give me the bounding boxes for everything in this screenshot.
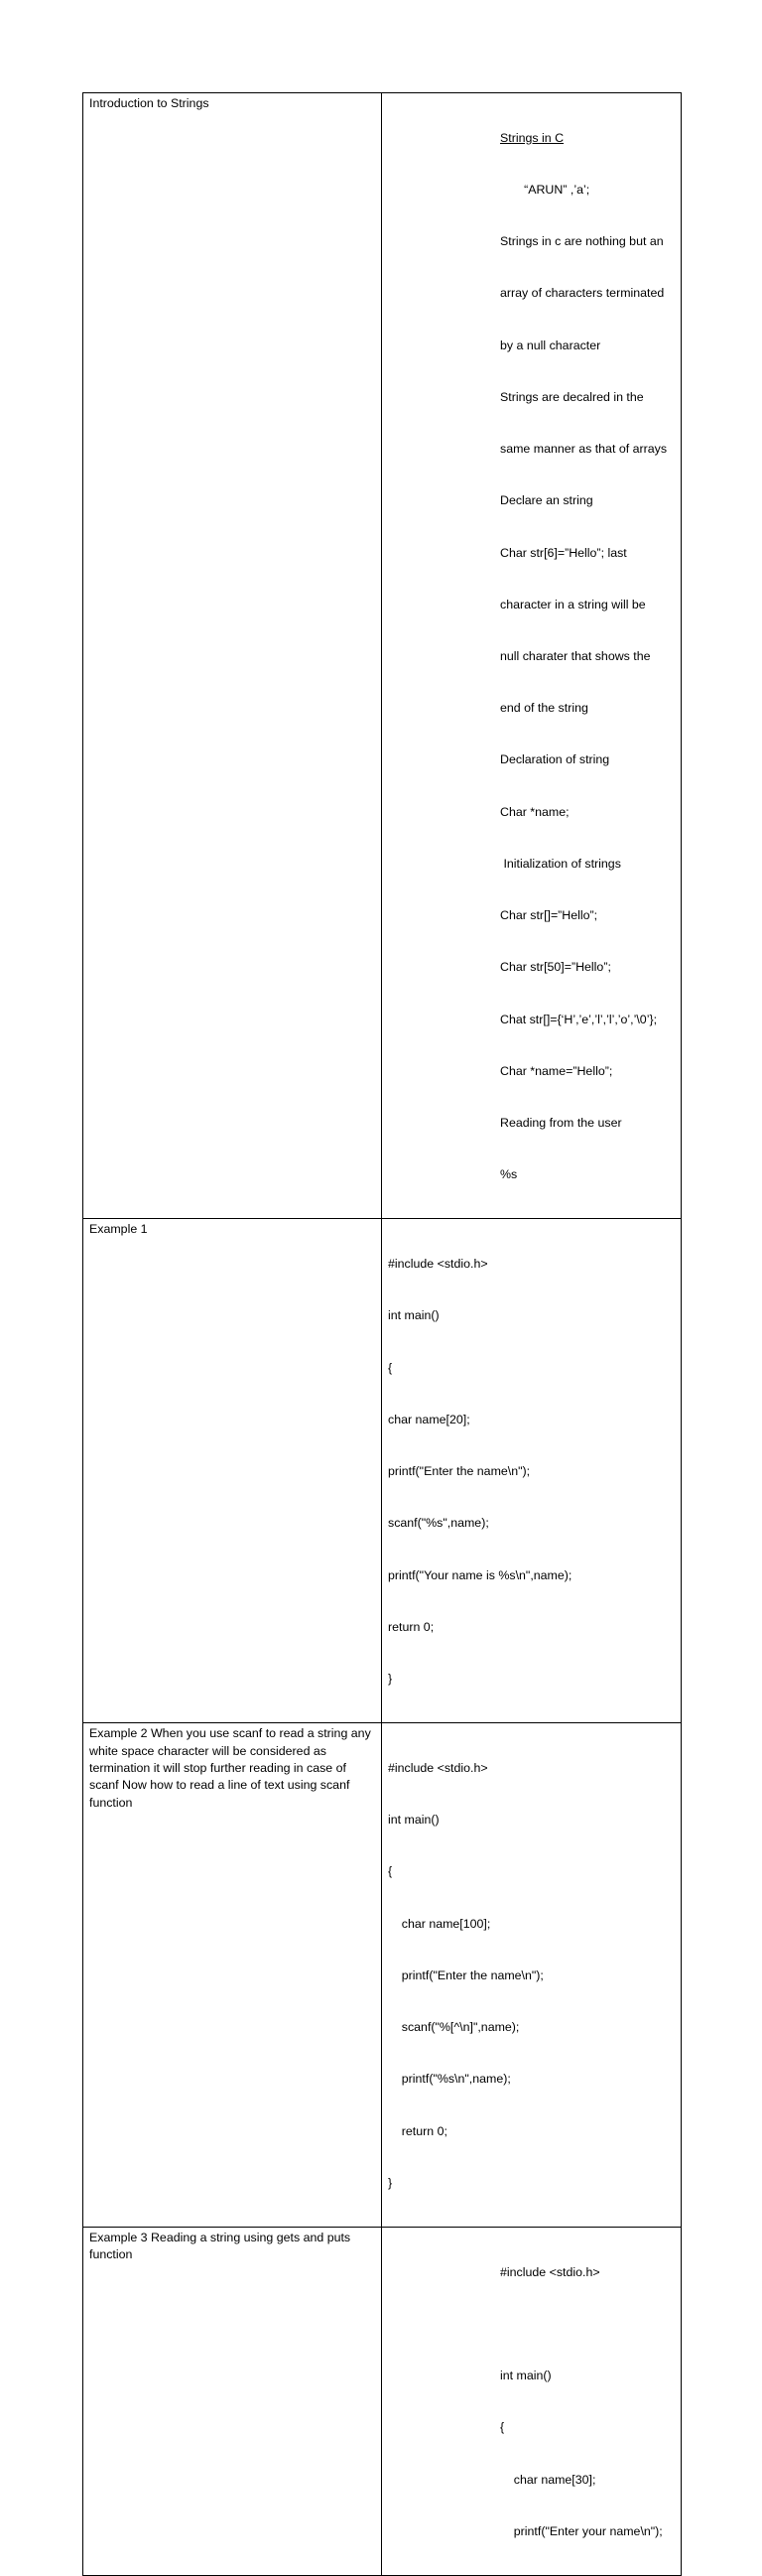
topic-cell bbox=[83, 93, 382, 1219]
code-line: return 0; bbox=[388, 1619, 435, 1634]
code-line bbox=[500, 2316, 675, 2333]
note-line: Declare an string bbox=[500, 493, 593, 508]
code-line: { bbox=[388, 1864, 393, 1879]
table-row bbox=[83, 1723, 682, 2228]
table-row bbox=[83, 1219, 682, 1723]
topic-label: Example 2 When you use scanf to read a string any white space character will be considered as termination it will stop further reading in case of scanf Now how to read a line of text using scanf function bbox=[89, 1726, 371, 1810]
note-line: %s bbox=[500, 1167, 518, 1182]
code-block bbox=[382, 2228, 681, 2575]
note-line: Reading from the user bbox=[500, 1115, 622, 1130]
content-cell bbox=[382, 93, 682, 1219]
note-line: by a null character bbox=[500, 338, 601, 352]
code-line: #include <stdio.h> bbox=[388, 1761, 488, 1775]
code-line: printf("Your name is %s\n",name); bbox=[388, 1567, 572, 1582]
topic-cell bbox=[83, 1219, 382, 1723]
note-line: Char *name=”Hello”; bbox=[500, 1063, 613, 1078]
note-line: Declaration of string bbox=[500, 752, 610, 767]
code-line: { bbox=[388, 1360, 393, 1375]
code-line: char name[100]; bbox=[388, 1916, 491, 1931]
code-line: printf("%s\n",name); bbox=[388, 2072, 511, 2087]
note-line: Chat str[]={‘H’,’e’,’l’,’l’,’o’,’\0’}; bbox=[500, 1012, 658, 1026]
code-line: printf("Enter the name\n"); bbox=[388, 1967, 544, 1982]
code-line: return 0; bbox=[388, 2123, 447, 2138]
code-line: { bbox=[500, 2420, 505, 2435]
note-line: same manner as that of arrays bbox=[500, 442, 668, 457]
code-line: char name[30]; bbox=[500, 2472, 596, 2487]
topic-cell bbox=[83, 1723, 382, 2228]
topic-label: Introduction to Strings bbox=[89, 96, 209, 110]
section-heading: Strings in C bbox=[500, 130, 565, 145]
code-line: scanf("%[^\n]",name); bbox=[388, 2020, 520, 2035]
code-cell bbox=[382, 1219, 682, 1723]
note-line: Char str[6]=”Hello”; last bbox=[500, 545, 627, 560]
table-row bbox=[83, 93, 682, 1219]
topic-cell bbox=[83, 2227, 382, 2575]
code-block bbox=[382, 1219, 681, 1722]
topic-label: Example 3 Reading a string using gets and puts function bbox=[89, 2230, 351, 2262]
code-line: char name[20]; bbox=[388, 1412, 470, 1426]
code-line: } bbox=[388, 1671, 393, 1686]
note-line: end of the string bbox=[500, 701, 588, 716]
code-line: } bbox=[388, 2175, 393, 2190]
code-line: #include <stdio.h> bbox=[388, 1257, 488, 1272]
code-line: int main() bbox=[388, 1308, 440, 1323]
code-block bbox=[382, 1723, 681, 2227]
code-line: printf("Enter the name\n"); bbox=[388, 1464, 531, 1479]
code-cell bbox=[382, 2227, 682, 2575]
notes-table bbox=[82, 92, 682, 2576]
note-line: array of characters terminated bbox=[500, 286, 665, 301]
strings-in-c-notes bbox=[382, 93, 681, 1218]
code-line: scanf("%s",name); bbox=[388, 1516, 489, 1531]
note-line: Char str[50]=”Hello”; bbox=[500, 960, 611, 975]
note-line: Strings are decalred in the bbox=[500, 389, 644, 404]
note-line: Initialization of strings bbox=[500, 856, 621, 871]
note-line: null charater that shows the bbox=[500, 649, 651, 663]
topic-label: Example 1 bbox=[89, 1222, 148, 1237]
code-cell bbox=[382, 1723, 682, 2228]
note-line: Char *name; bbox=[500, 804, 570, 819]
code-line: int main() bbox=[388, 1813, 440, 1828]
code-line: #include <stdio.h> bbox=[500, 2264, 600, 2279]
note-line: Strings in c are nothing but an bbox=[500, 234, 664, 249]
note-line: Char str[]=”Hello”; bbox=[500, 908, 598, 923]
note-line: “ARUN” ,’a’; bbox=[500, 183, 590, 198]
note-line: character in a string will be bbox=[500, 597, 646, 611]
code-line: int main() bbox=[500, 2369, 552, 2383]
code-line: printf("Enter your name\n"); bbox=[500, 2523, 663, 2538]
table-row bbox=[83, 2227, 682, 2575]
